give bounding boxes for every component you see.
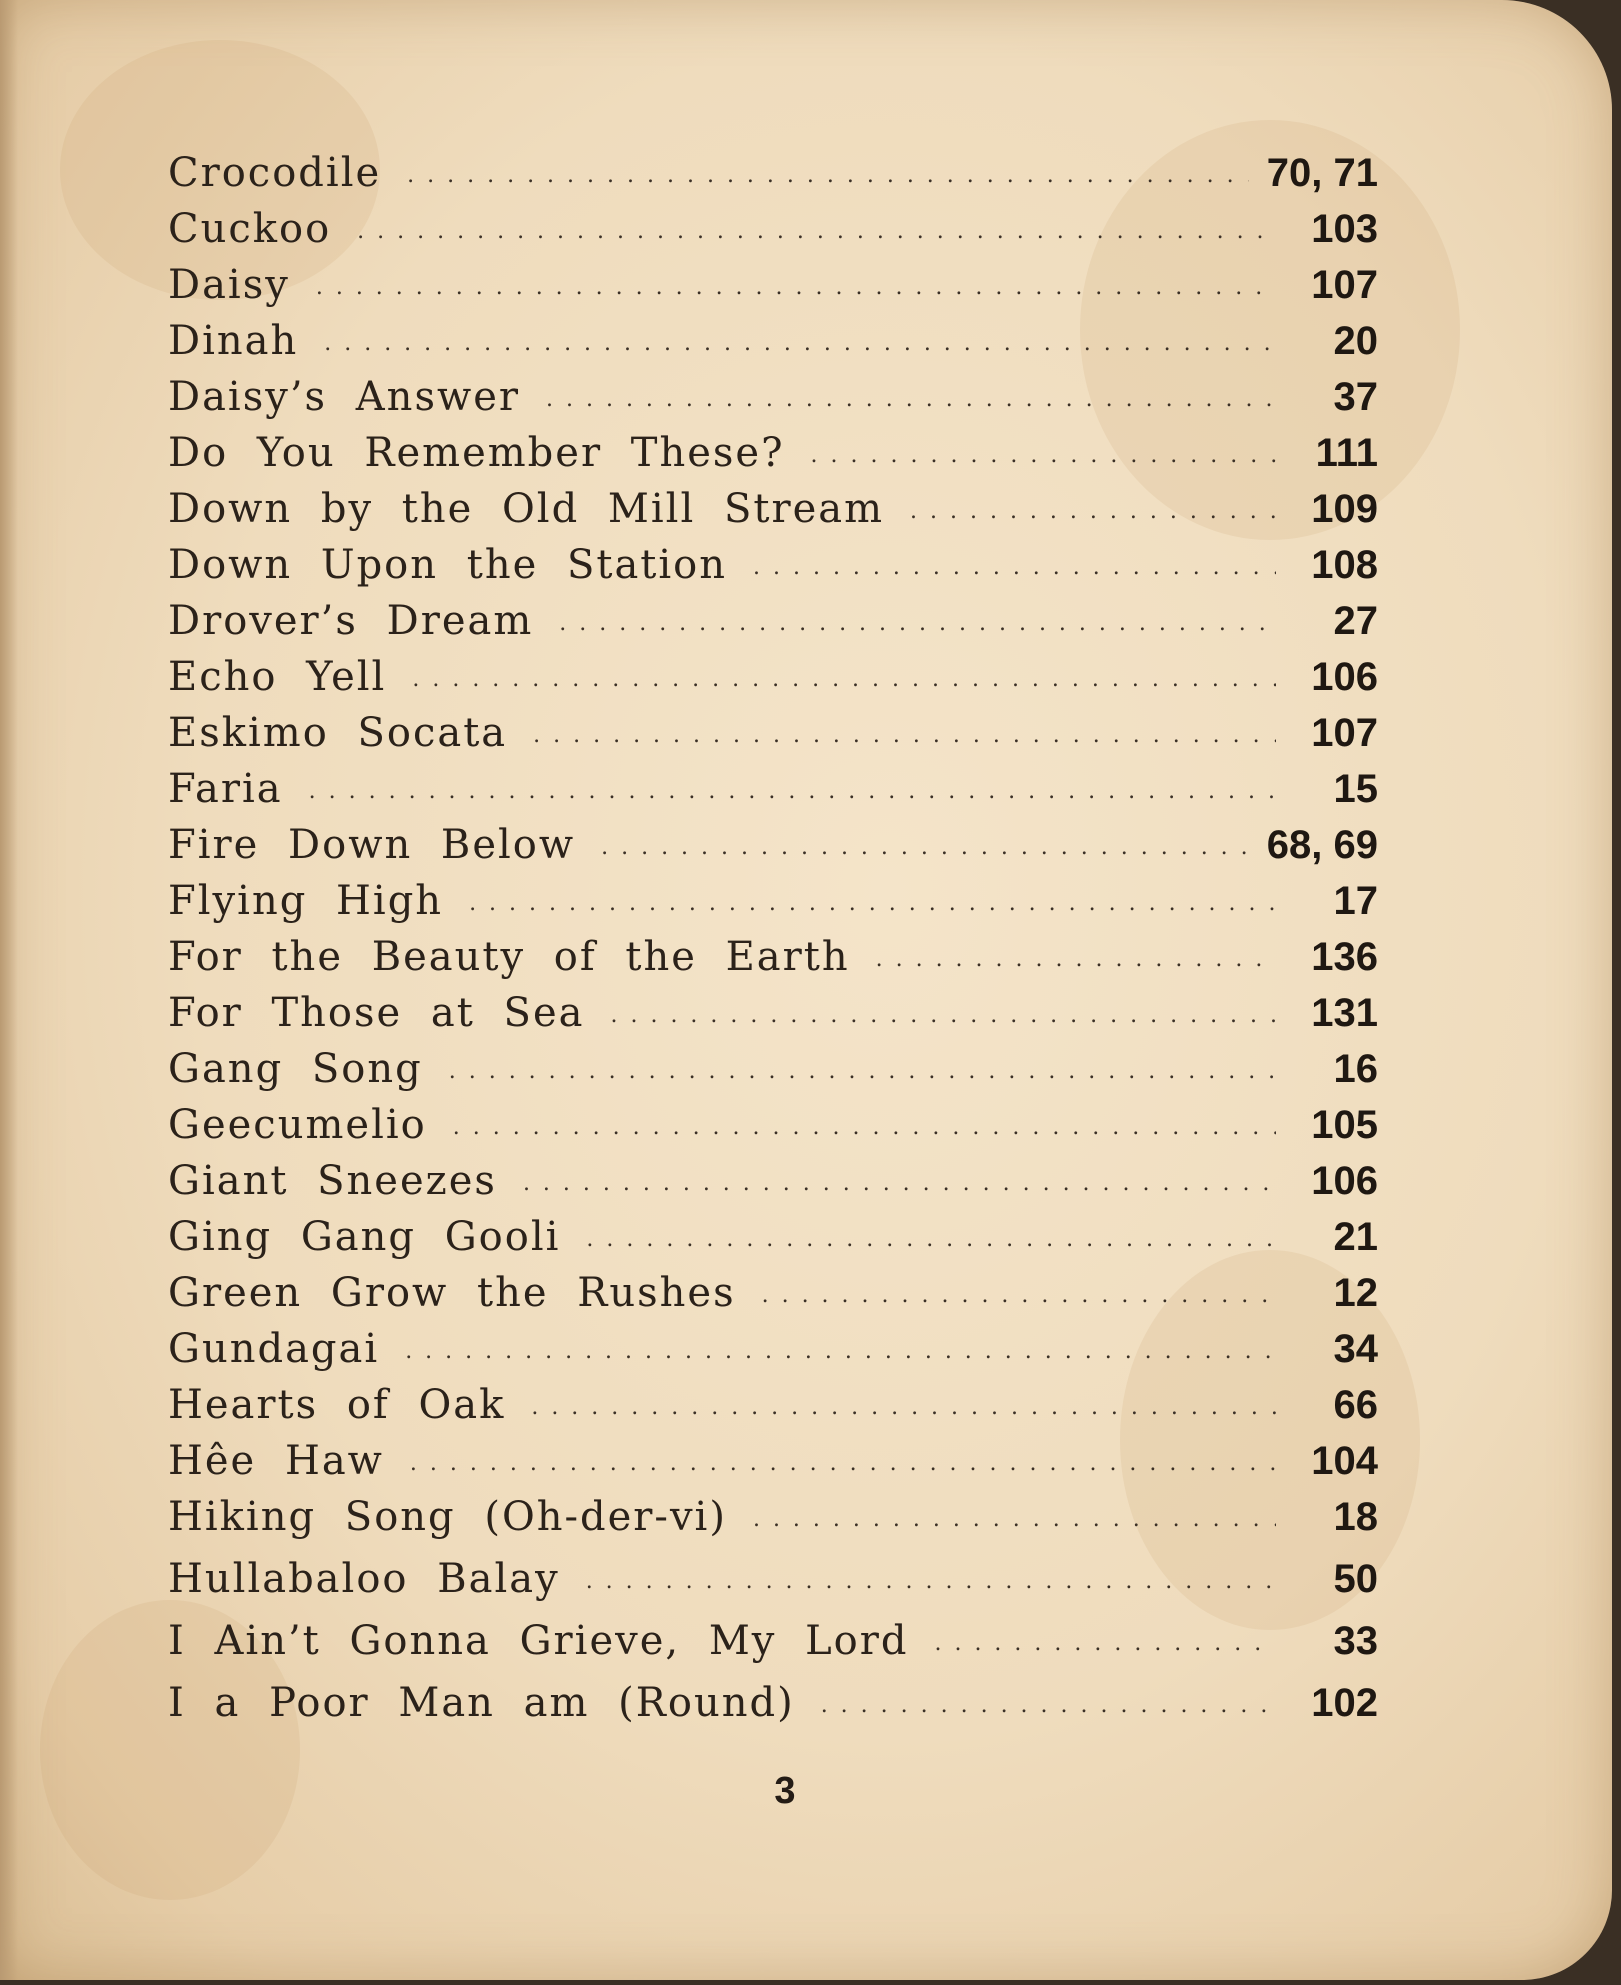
entry-page-number: 107 [1311,711,1378,755]
entry-page-number: 105 [1311,1103,1378,1147]
entry-page-number: 68, 69 [1266,823,1378,867]
entry-title: Hullabaloo Balay [168,1556,560,1602]
entry-page-number: 34 [1333,1327,1378,1371]
entry-title: Eskimo Socata [168,710,508,756]
index-entry [168,766,1378,822]
index-entry [168,1158,1378,1214]
entry-title: Hêe Haw [168,1438,384,1484]
entry-page-number: 15 [1333,767,1378,811]
entry-page-number: 70, 71 [1266,151,1378,195]
dot-leader [821,1693,1276,1718]
dot-leader [533,723,1276,748]
entry-page-number: 104 [1311,1439,1378,1483]
entry-title: Ging Gang Gooli [168,1214,561,1260]
index-entry [168,374,1378,430]
index-entry [168,934,1378,990]
entry-title: Faria [168,766,283,812]
entry-title: Daisy [168,262,290,308]
entry-title: Giant Sneezes [168,1158,497,1204]
dot-leader [357,219,1276,244]
dot-leader [316,275,1276,300]
index-entry [168,822,1378,878]
dot-leader [586,1569,1276,1594]
page-number: 3 [774,1770,796,1812]
dot-leader [586,1227,1276,1252]
index-entry [168,1382,1378,1438]
entry-page-number: 102 [1311,1681,1378,1725]
entry-title: Gundagai [168,1326,380,1372]
index-entry [168,1618,1378,1680]
entry-page-number: 16 [1333,1047,1378,1091]
dot-leader [610,1003,1276,1028]
index-entry [168,1046,1378,1102]
index-entry [168,710,1378,766]
entry-title: Do You Remember These? [168,430,785,476]
dot-leader [324,331,1276,356]
index-entry [168,486,1378,542]
entry-title: Cuckoo [168,206,332,252]
dot-leader [523,1171,1276,1196]
index-entry [168,150,1378,206]
entry-page-number: 18 [1333,1495,1378,1539]
dot-leader [405,1339,1276,1364]
index-entry [168,654,1378,710]
entry-title: Geecumelio [168,1102,427,1148]
dot-leader [753,1507,1276,1532]
dot-leader [811,443,1276,468]
entry-page-number: 106 [1311,655,1378,699]
entry-title: Down Upon the Station [168,542,727,588]
entry-page-number: 27 [1333,599,1378,643]
entry-page-number: 108 [1311,543,1378,587]
entry-page-number: 109 [1311,487,1378,531]
entry-title: Echo Yell [168,654,387,700]
index-entry [168,1438,1378,1494]
dot-leader [934,1631,1276,1656]
entry-page-number: 12 [1333,1271,1378,1315]
dot-leader [531,1395,1276,1420]
entry-page-number: 17 [1333,879,1378,923]
entry-title: For Those at Sea [168,990,585,1036]
index-entry [168,206,1378,262]
dot-leader [762,1283,1276,1308]
entry-title: I Ain’t Gonna Grieve, My Lord [168,1618,909,1664]
index-entry [168,262,1378,318]
entry-page-number: 37 [1333,375,1378,419]
entry-page-number: 107 [1311,263,1378,307]
index-entry [168,990,1378,1046]
index-entry [168,430,1378,486]
entry-page-number: 136 [1311,935,1378,979]
dot-leader [753,555,1276,580]
entry-page-number: 50 [1333,1557,1378,1601]
dot-leader [309,779,1276,804]
entry-title: Drover’s Dream [168,598,534,644]
page-spine-shadow [0,0,18,1980]
dot-leader [410,1451,1276,1476]
index-entry [168,1680,1378,1742]
dot-leader [910,499,1276,524]
index-entry [168,1326,1378,1382]
entry-title: I a Poor Man am (Round) [168,1680,795,1726]
index-entry [168,1270,1378,1326]
entry-page-number: 66 [1333,1383,1378,1427]
dot-leader [407,163,1249,188]
index-entry [168,598,1378,654]
index-entry [168,1556,1378,1618]
dot-leader [546,387,1276,412]
entry-title: Dinah [168,318,299,364]
entry-page-number: 111 [1315,431,1378,475]
entry-page-number: 106 [1311,1159,1378,1203]
entry-page-number: 103 [1311,207,1378,251]
song-index-list [168,150,1378,1742]
entry-page-number: 21 [1333,1215,1378,1259]
entry-title: Down by the Old Mill Stream [168,486,885,532]
entry-title: Flying High [168,878,444,924]
entry-page-number: 20 [1333,319,1378,363]
entry-title: Hearts of Oak [168,1382,506,1428]
dot-leader [412,667,1276,692]
dot-leader [469,891,1276,916]
index-entry [168,318,1378,374]
entry-title: Hiking Song (Oh-der-vi) [168,1494,727,1540]
index-entry [168,1102,1378,1158]
entry-title: Fire Down Below [168,822,576,868]
index-entry [168,878,1378,934]
index-entry [168,1214,1378,1270]
entry-title: Gang Song [168,1046,423,1092]
index-entry [168,542,1378,598]
entry-title: Crocodile [168,150,382,196]
index-entry [168,1494,1378,1556]
dot-leader [449,1059,1276,1084]
entry-title: Daisy’s Answer [168,374,520,420]
entry-page-number: 33 [1333,1619,1378,1663]
entry-title: For the Beauty of the Earth [168,934,850,980]
entry-page-number: 131 [1311,991,1378,1035]
dot-leader [601,835,1249,860]
dot-leader [559,611,1276,636]
entry-title: Green Grow the Rushes [168,1270,736,1316]
dot-leader [453,1115,1276,1140]
dot-leader [876,947,1276,972]
